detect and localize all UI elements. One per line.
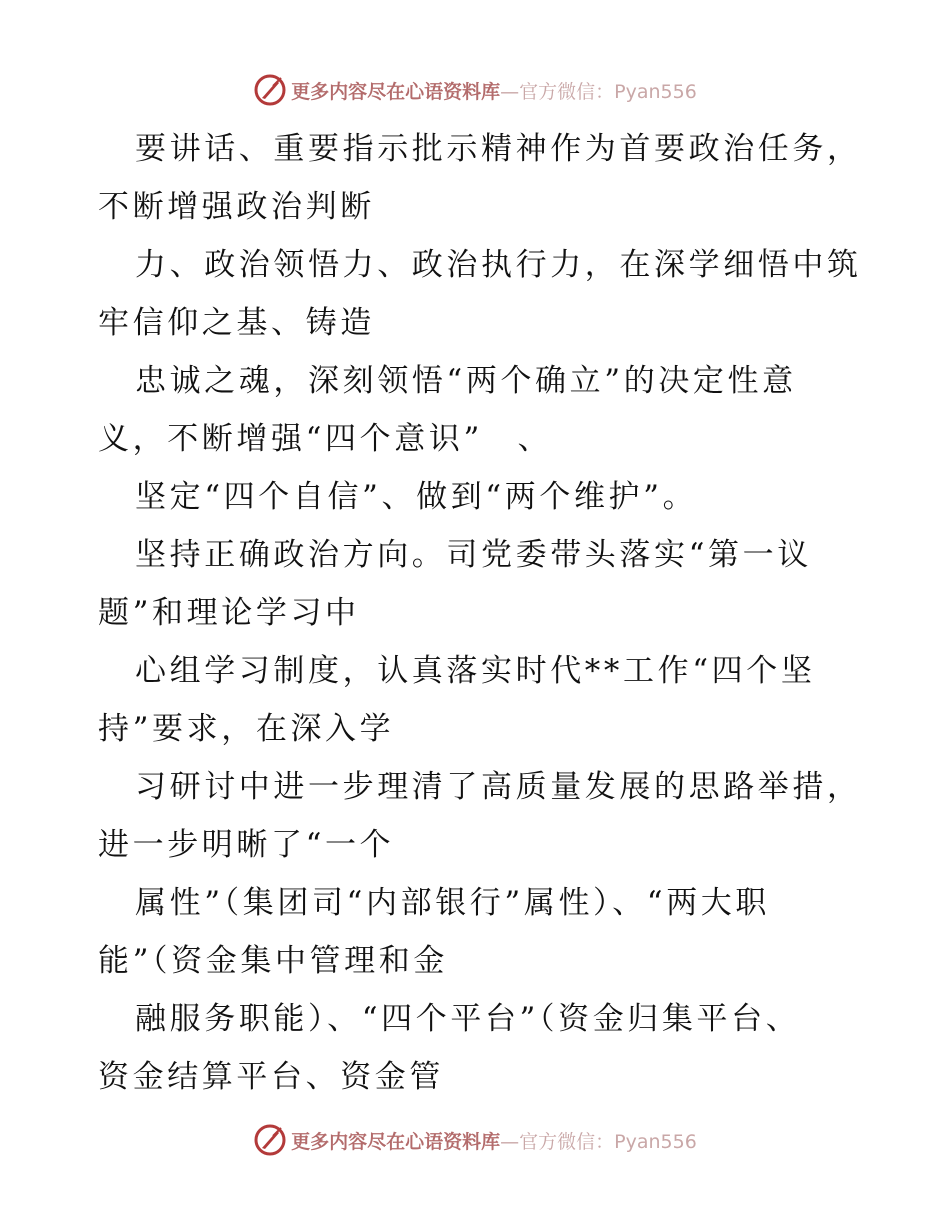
- feather-pen-logo-icon: [253, 1123, 287, 1157]
- text-line: 持”要求，在深入学: [98, 711, 395, 747]
- text-line: 力、政治领悟力、政治执行力，在深学细悟中筑: [135, 247, 862, 283]
- text-line: 坚定“四个自信”、做到“两个维护”。: [135, 479, 698, 515]
- text-line: 义，不断增强“四个意识” 、: [98, 421, 553, 457]
- text-line: 牢信仰之基、铸造: [98, 305, 375, 341]
- text-line: 融服务职能）、“四个平台”（资金归集平台、: [135, 1001, 801, 1037]
- document-body: [98, 120, 862, 1106]
- text-line: 能”（资金集中管理和金: [98, 943, 448, 979]
- text-line: 忠诚之魂，深刻领悟“两个确立”的决定性意: [135, 363, 797, 399]
- watermark-suffix: —官方微信：Pyan556: [500, 80, 697, 103]
- text-line: 进一步明晰了“一个: [98, 827, 395, 863]
- text-line: 资金结算平台、资金管: [98, 1059, 444, 1095]
- text-line: 坚持正确政治方向。司党委带头落实“第一议: [135, 537, 812, 573]
- text-line: 要讲话、重要指示批示精神作为首要政治任务，: [135, 131, 862, 167]
- watermark-brand: 更多内容尽在心语资料库: [291, 1130, 501, 1153]
- header-watermark: [0, 70, 950, 110]
- text-line: 不断增强政治判断: [98, 189, 375, 225]
- text-line: 属性”（集团司“内部银行”属性）、“两大职: [135, 885, 770, 921]
- feather-pen-logo-icon: [253, 73, 287, 107]
- watermark-suffix: —官方微信：Pyan556: [500, 1130, 697, 1153]
- watermark-brand: 更多内容尽在心语资料库: [291, 80, 501, 103]
- text-line: 习研讨中进一步理清了高质量发展的思路举措，: [135, 769, 862, 805]
- text-line: 心组学习制度，认真落实时代**工作“四个坚: [135, 653, 816, 689]
- footer-watermark: [0, 1120, 950, 1160]
- text-line: 题”和理论学习中: [98, 595, 360, 631]
